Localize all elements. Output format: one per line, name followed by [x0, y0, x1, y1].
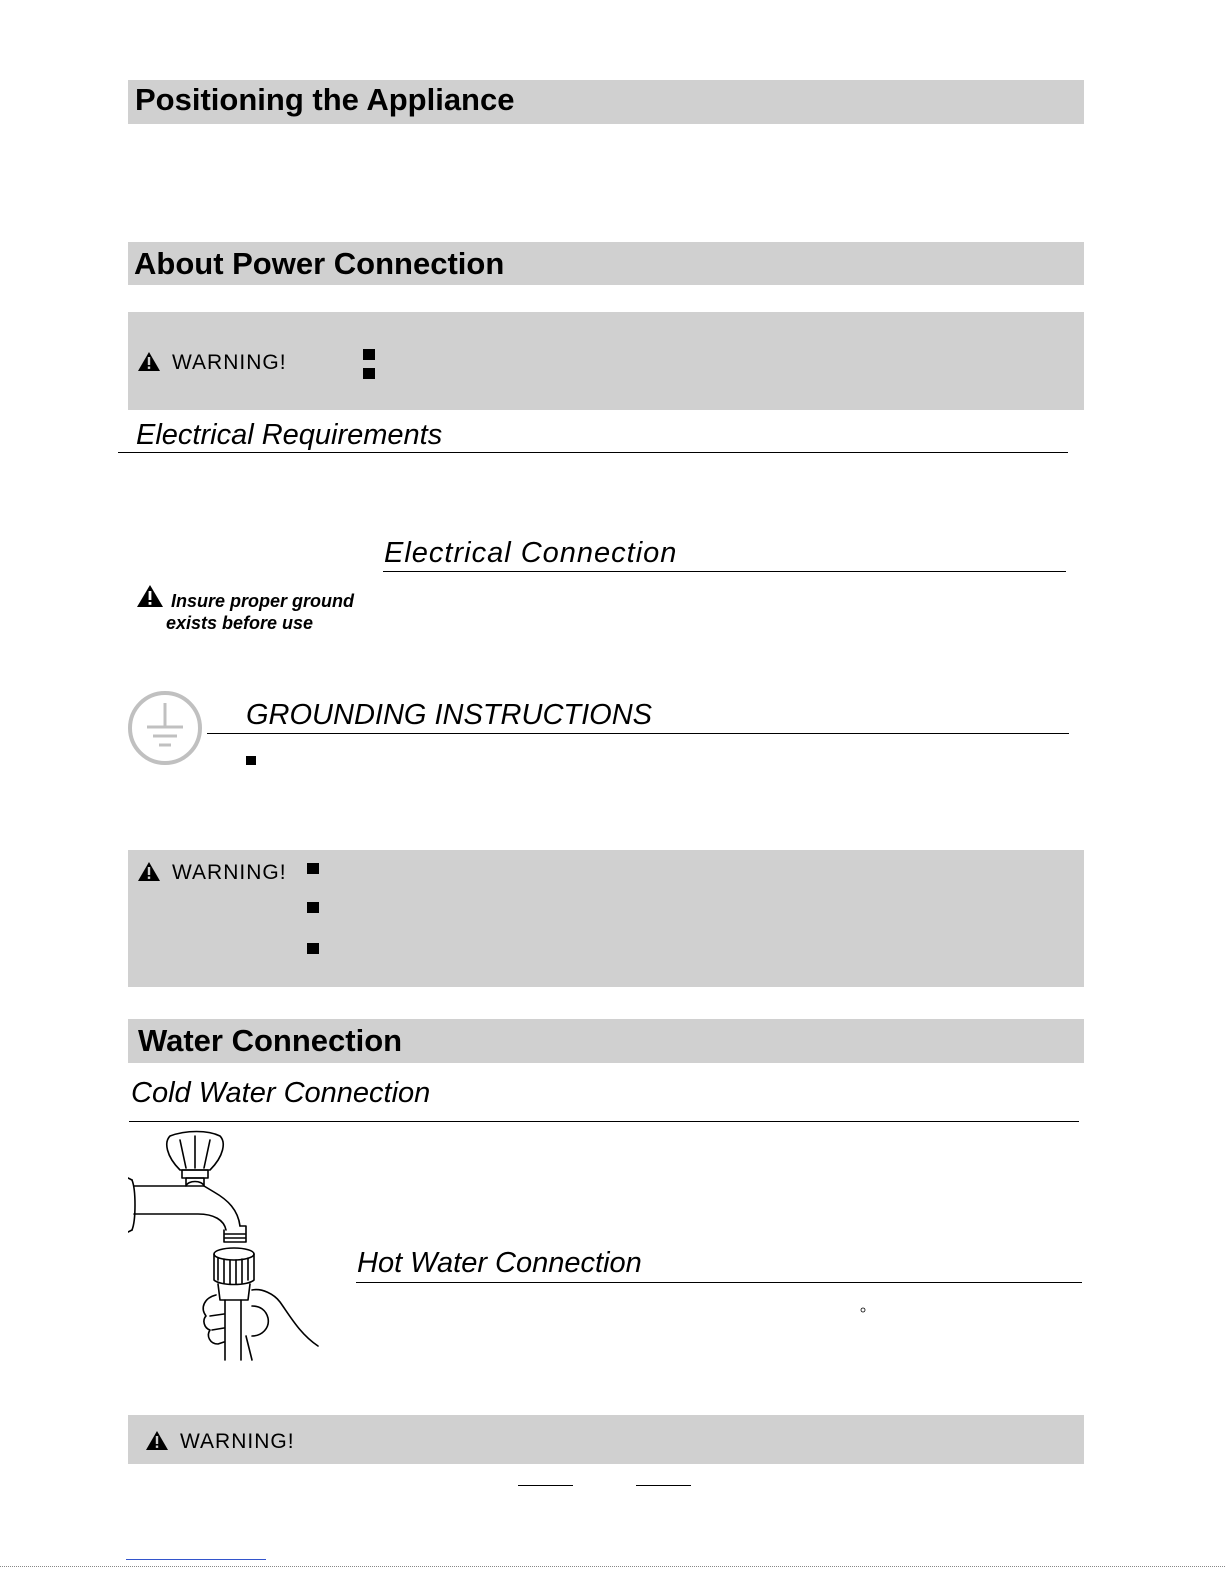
divider-cold-water-connection [129, 1121, 1079, 1122]
ground-note-line2: exists before use [166, 613, 314, 633]
subheading-hot-water-connection: Hot Water Connection [357, 1247, 642, 1279]
ground-symbol-icon [126, 689, 204, 767]
subheading-grounding-instructions: GROUNDING INSTRUCTIONS [246, 699, 652, 731]
section-title-positioning: Positioning the Appliance [135, 82, 515, 117]
warning-label-water: WARNING! [180, 1430, 295, 1453]
subheading-cold-water-connection: Cold Water Connection [131, 1077, 431, 1109]
section-bar-power [128, 242, 1084, 285]
warning-box-grounding [128, 850, 1084, 987]
subheading-electrical-requirements: Electrical Requirements [136, 419, 443, 451]
square-bullet-icon [363, 349, 375, 360]
warning-triangle-icon [137, 585, 163, 607]
underline-mark [636, 1485, 691, 1486]
section-title-power: About Power Connection [134, 246, 505, 281]
square-bullet-icon [307, 902, 319, 913]
warning-triangle-icon [138, 862, 160, 881]
square-bullet-icon [363, 368, 375, 379]
ground-note-line1: Insure proper ground [171, 591, 355, 611]
divider-electrical-connection [383, 571, 1066, 572]
square-bullet-icon [246, 756, 256, 765]
warning-triangle-icon [138, 352, 160, 371]
warning-label-grounding: WARNING! [172, 861, 287, 884]
warning-label-power: WARNING! [172, 351, 287, 374]
underline-mark [518, 1485, 573, 1486]
warning-box-water [128, 1415, 1084, 1464]
divider-electrical-requirements [118, 452, 1068, 453]
warning-triangle-icon [146, 1431, 168, 1450]
square-bullet-icon [307, 863, 319, 874]
footer-dotted-rule [0, 1566, 1225, 1567]
square-bullet-icon [307, 943, 319, 954]
section-title-water: Water Connection [138, 1023, 403, 1058]
subheading-electrical-connection: Electrical Connection [384, 537, 678, 569]
footer-rule [126, 1559, 266, 1560]
warning-box-power [128, 312, 1084, 410]
degree-mark [860, 1307, 866, 1313]
faucet-hose-illustration [128, 1130, 328, 1365]
divider-hot-water-connection [356, 1282, 1082, 1283]
divider-grounding-instructions [207, 733, 1069, 734]
section-bar-water [128, 1019, 1084, 1063]
section-bar-positioning [128, 80, 1084, 124]
